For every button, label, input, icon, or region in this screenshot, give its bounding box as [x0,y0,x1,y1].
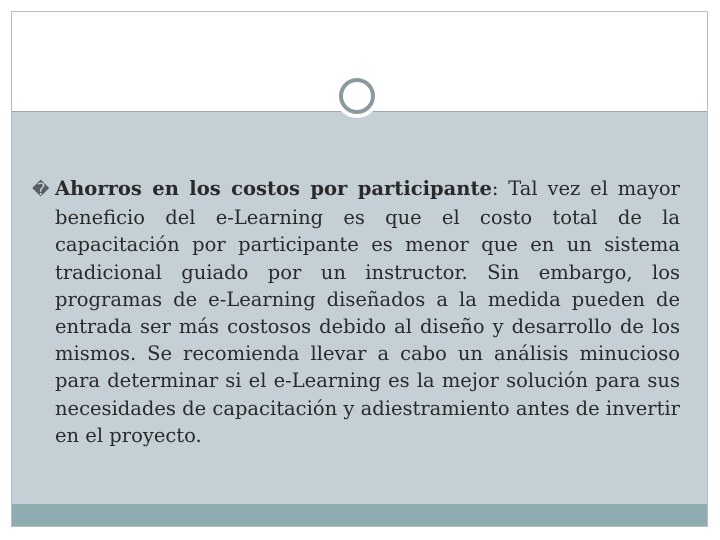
square-bullet-icon: � [32,180,50,200]
bullet-paragraph [32,175,680,449]
footer-bar [12,504,707,526]
circle-ornament-icon [339,78,375,114]
body-text-block [32,175,680,449]
paragraph-lead: Ahorros en los costos por participante [55,177,492,200]
paragraph-body: : Tal vez el mayor beneficio del e-Learning es que el costo total de la capacitación por participante es menor que en un sistema tradicional guiado por un instructor. Sin embargo, los programas de e-Learning diseñados a la medida pueden de entrada ser más costosos debido al diseño y desarrollo de los mismos. Se recomienda llevar a cabo un análisis minucioso para determinar si el e-Learning es la mejor solución para sus necesidades de capacitación y adiestramiento antes de invertir en el proyecto. [55,177,680,447]
